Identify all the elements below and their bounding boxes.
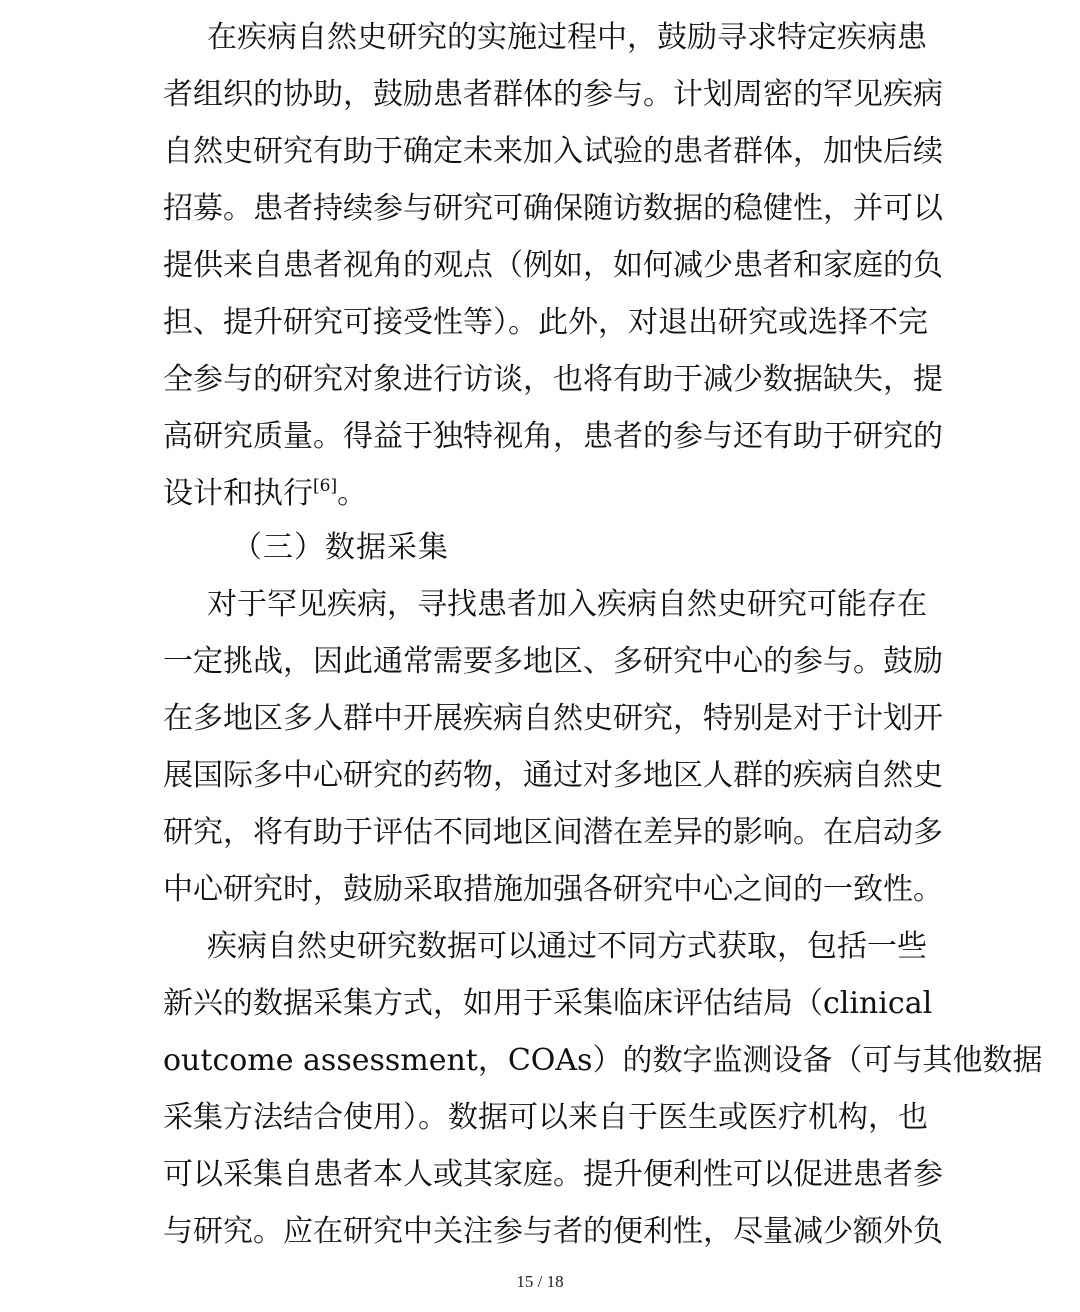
paragraph-1-line-2: 者组织的协助，鼓励患者群体的参与。计划周密的罕见疾病 (163, 77, 943, 112)
section-heading: （三）数据采集 (232, 530, 449, 565)
citation-reference: [6] (313, 476, 338, 496)
paragraph-1-line-1: 在疾病自然史研究的实施过程中，鼓励寻求特定疾病患 (207, 20, 927, 55)
paragraph-2-line-2: 一定挑战，因此通常需要多地区、多研究中心的参与。鼓励 (163, 644, 943, 679)
paragraph-2-line-4: 展国际多中心研究的药物，通过对多地区人群的疾病自然史 (163, 758, 943, 793)
paragraph-3-line-3: outcome assessment，COAs）的数字监测设备（可与其他数据 (163, 1043, 1043, 1078)
paragraph-1-line-3: 自然史研究有助于确定未来加入试验的患者群体，加快后续 (163, 134, 943, 169)
paragraph-2-line-6: 中心研究时，鼓励采取措施加强各研究中心之间的一致性。 (163, 872, 943, 907)
paragraph-3-line-1: 疾病自然史研究数据可以通过不同方式获取，包括一些 (207, 929, 927, 964)
paragraph-1-line-7: 全参与的研究对象进行访谈，也将有助于减少数据缺失，提 (163, 362, 943, 397)
paragraph-2-line-1: 对于罕见疾病，寻找患者加入疾病自然史研究可能存在 (207, 587, 927, 622)
paragraph-1-last-text: 设计和执行 (163, 476, 313, 511)
paragraph-2-line-3: 在多地区多人群中开展疾病自然史研究，特别是对于计划开 (163, 701, 943, 736)
paragraph-3-line-6: 与研究。应在研究中关注参与者的便利性，尽量减少额外负 (163, 1214, 943, 1249)
page-number: 15 / 18 (516, 1272, 564, 1291)
paragraph-1-last-punct: 。 (337, 476, 368, 511)
paragraph-1-line-5: 提供来自患者视角的观点（例如，如何减少患者和家庭的负 (163, 248, 943, 283)
paragraph-3-line-5: 可以采集自患者本人或其家庭。提升便利性可以促进患者参 (163, 1157, 943, 1192)
paragraph-1-line-8: 高研究质量。得益于独特视角，患者的参与还有助于研究的 (163, 419, 943, 454)
paragraph-1-line-9 (163, 472, 367, 516)
paragraph-1-line-4: 招募。患者持续参与研究可确保随访数据的稳健性，并可以 (163, 191, 943, 226)
paragraph-3-line-2: 新兴的数据采集方式，如用于采集临床评估结局（clinical (163, 986, 933, 1021)
paragraph-3-line-4: 采集方法结合使用）。数据可以来自于医生或医疗机构，也 (163, 1100, 928, 1135)
paragraph-2-line-5: 研究，将有助于评估不同地区间潜在差异的影响。在启动多 (163, 815, 943, 850)
paragraph-1-line-6: 担、提升研究可接受性等）。此外，对退出研究或选择不完 (163, 305, 928, 340)
